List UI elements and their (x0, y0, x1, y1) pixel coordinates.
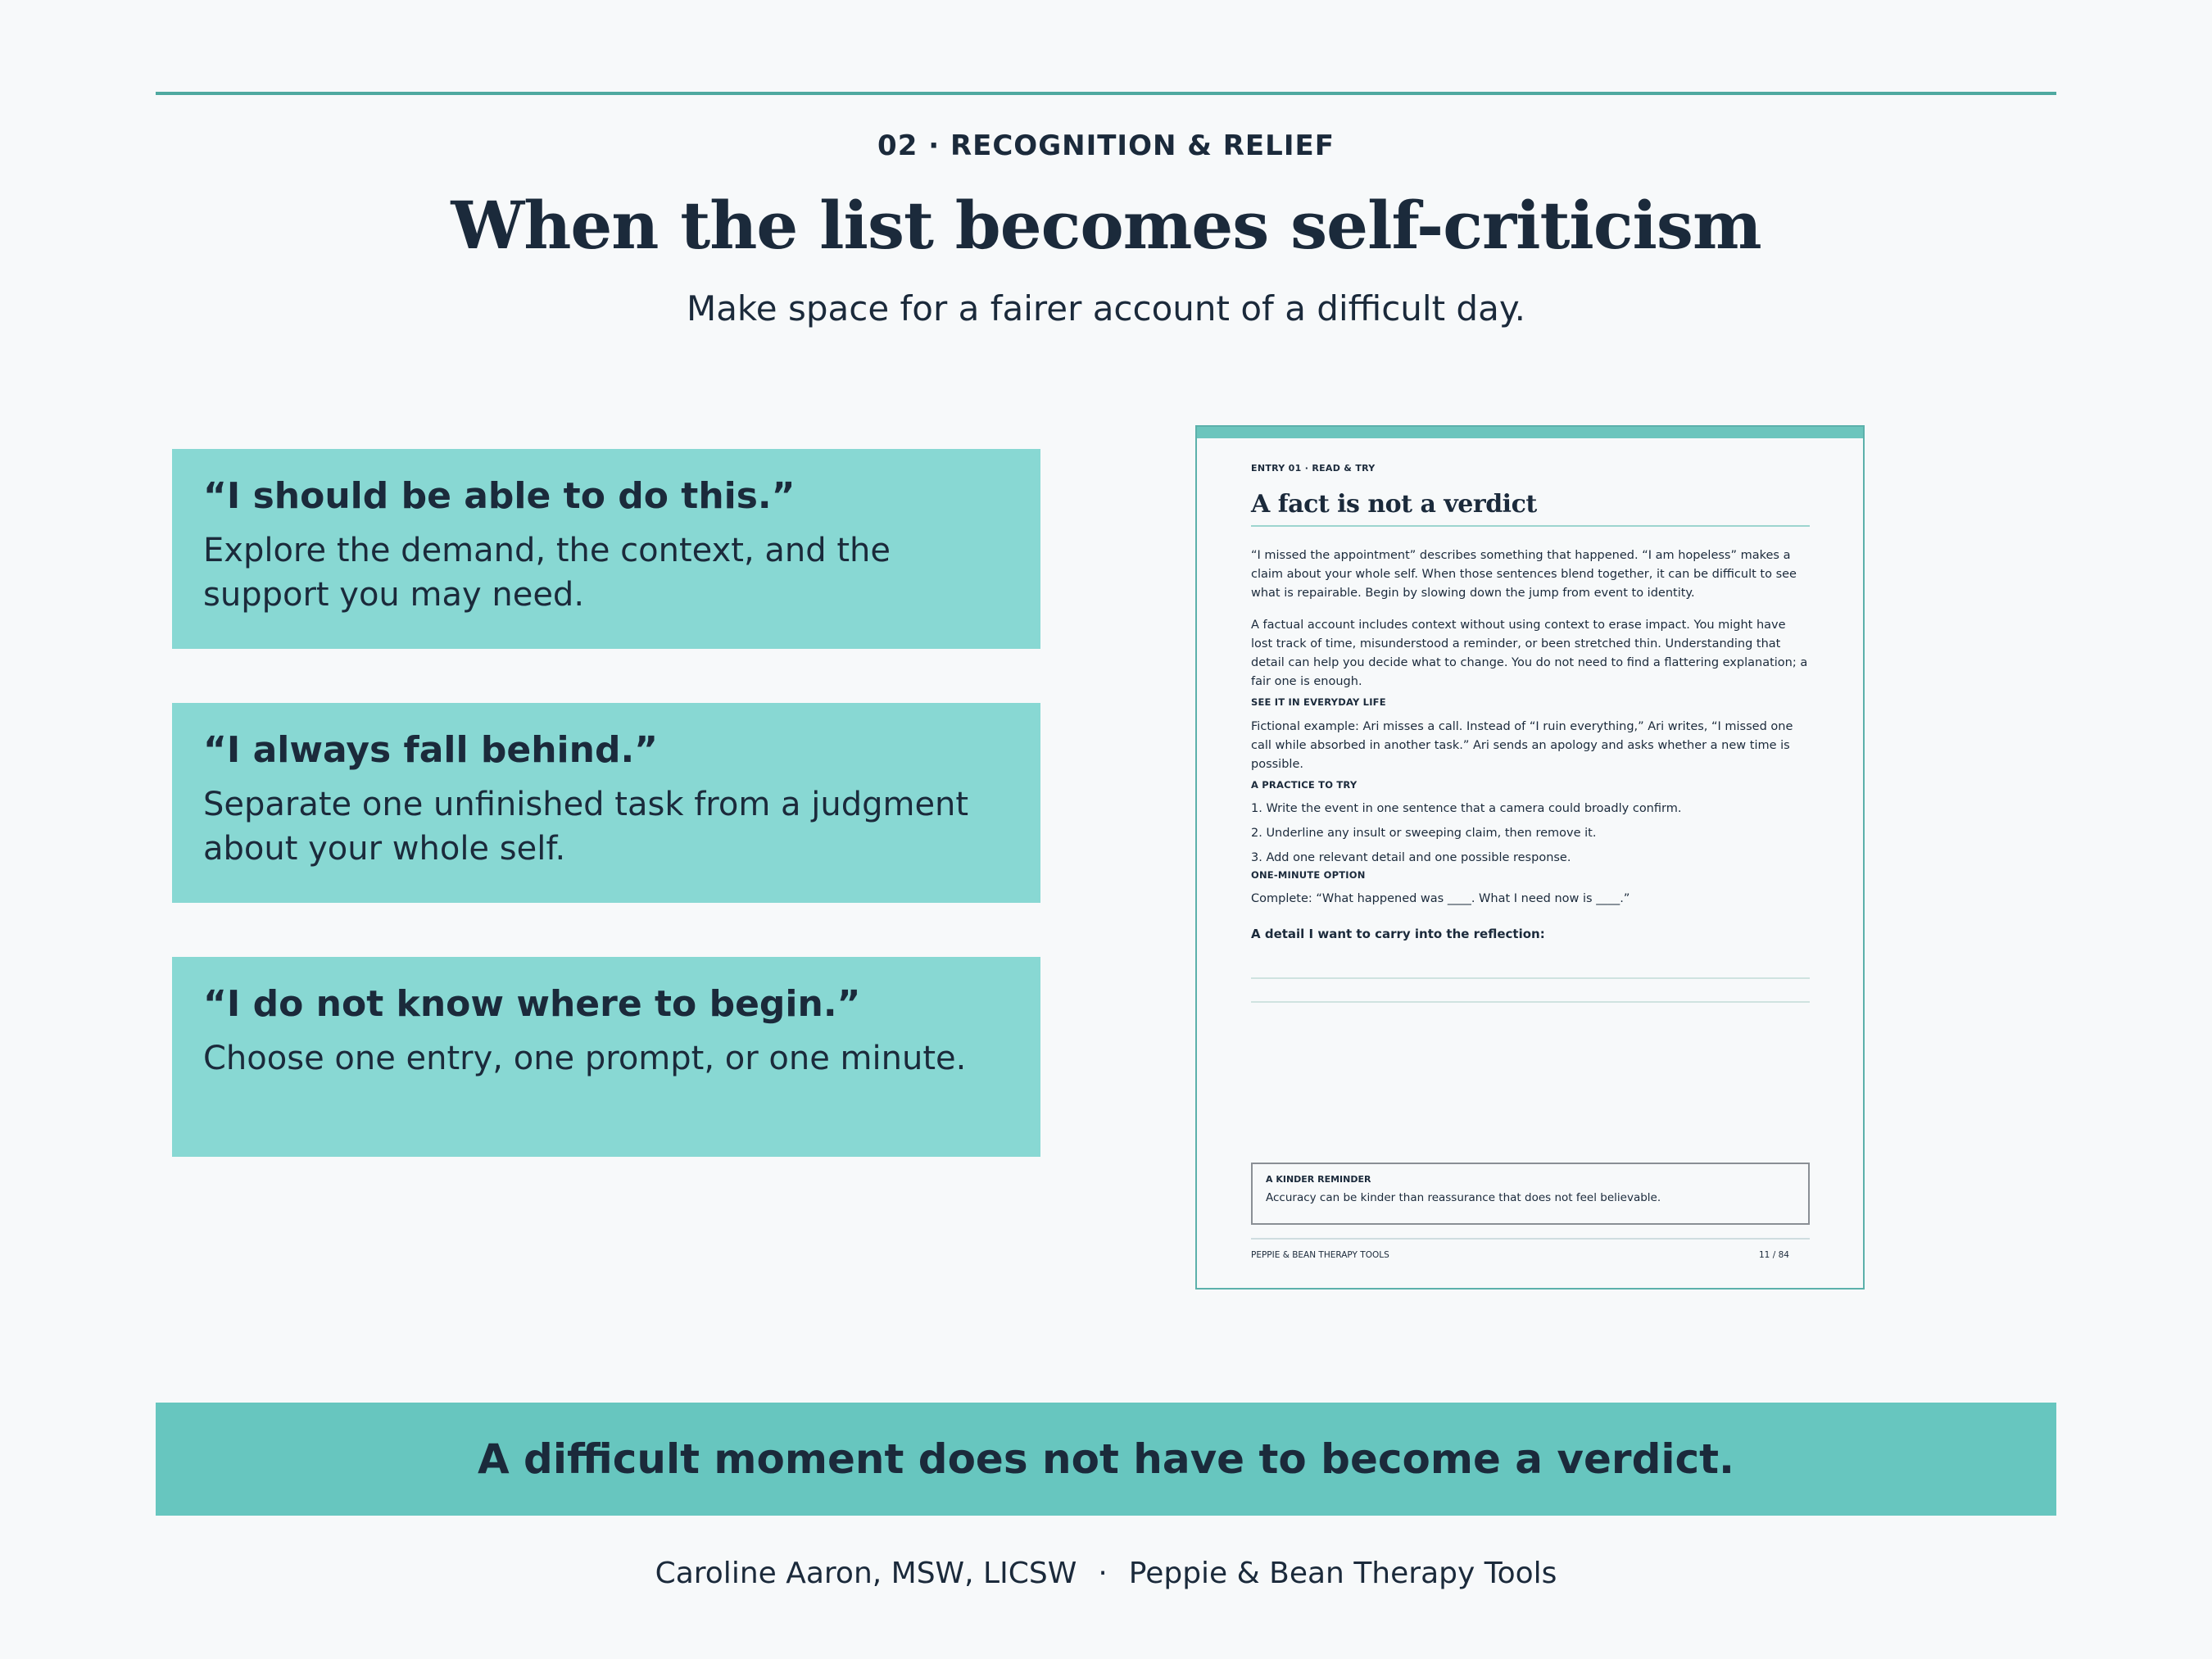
worksheet-reflection-label: A detail I want to carry into the reflection: (1251, 927, 1545, 941)
top-rule (156, 92, 2056, 95)
worksheet-heading-practice: A PRACTICE TO TRY (1251, 779, 1358, 791)
worksheet-example: Fictional example: Ari misses a call. Instead of “I ruin everything,” Ari writes, “I missed one call while absorbed in another task.” Ari sends an apology and asks whether a new time is possible. (1251, 720, 1793, 771)
worksheet-top-band (1197, 427, 1863, 438)
kinder-reminder-box (1251, 1163, 1810, 1225)
thought-card-1 (172, 449, 1040, 649)
worksheet-eyebrow: ENTRY 01 · READ & TRY (1251, 463, 1376, 474)
worksheet-body (1251, 463, 1810, 1003)
page-subtitle: Make space for a fairer account of a difficult day. (686, 288, 1526, 329)
banner-text: A difficult moment does not have to become a verdict. (477, 1435, 1735, 1483)
thought-card-3 (172, 957, 1040, 1157)
page-title: When the list becomes self-criticism (451, 187, 1761, 264)
writing-line (1251, 977, 1810, 979)
footer-author: Caroline Aaron, MSW, LICSW (655, 1557, 1077, 1590)
writing-line (1251, 1001, 1810, 1003)
worksheet-heading-minute: ONE-MINUTE OPTION (1251, 869, 1366, 881)
card-text: Separate one unfinished task from a judgment about your whole self. (203, 786, 969, 868)
card-text: Explore the demand, the context, and the support you may need. (203, 532, 891, 614)
page-footer (0, 1557, 2212, 1590)
worksheet-step-1: 1. Write the event in one sentence that a camera could broadly confirm. (1251, 802, 1682, 815)
card-text: Choose one entry, one prompt, or one minute. (203, 1040, 967, 1077)
takeaway-banner (156, 1403, 2056, 1516)
reminder-heading: A KINDER REMINDER (1266, 1174, 1371, 1185)
worksheet-preview (1195, 425, 1865, 1290)
worksheet-step-3: 3. Add one relevant detail and one possible response. (1251, 851, 1571, 864)
worksheet-paragraph-1: “I missed the appointment” describes something that happened. “I am hopeless” makes a claim about your whole self. When those sentences blend together, it can be difficult to see what is repairable. Begin by slowing down the jump from event to identity. (1251, 549, 1797, 600)
footer-org: Peppie & Bean Therapy Tools (1128, 1557, 1557, 1590)
worksheet-heading-everyday: SEE IT IN EVERYDAY LIFE (1251, 696, 1386, 708)
footer-separator: · (1098, 1557, 1108, 1590)
card-quote: “I should be able to do this.” (203, 475, 796, 517)
worksheet-title-rule (1251, 525, 1810, 527)
card-quote: “I always fall behind.” (203, 729, 659, 771)
reminder-text: Accuracy can be kinder than reassurance that does not feel believable. (1266, 1191, 1661, 1204)
worksheet-paragraph-2: A factual account includes context without using context to erase impact. You might have lost track of time, misunderstood a reminder, or been stretched thin. Understanding that detail can help you decide what to change. You do not need to find a flattering explanation; a fair one is enough. (1251, 619, 1808, 688)
worksheet-step-2: 2. Underline any insult or sweeping claim, then remove it. (1251, 827, 1597, 840)
section-eyebrow: 02 · RECOGNITION & RELIEF (877, 129, 1335, 162)
worksheet-footer-brand: PEPPIE & BEAN THERAPY TOOLS (1251, 1250, 1389, 1260)
worksheet-title: A fact is not a verdict (1251, 490, 1537, 519)
worksheet-footer-rule (1251, 1238, 1810, 1240)
thought-card-2 (172, 703, 1040, 903)
card-quote: “I do not know where to begin.” (203, 983, 861, 1025)
worksheet-minute-prompt: Complete: “What happened was ____. What I need now is ____.” (1251, 892, 1630, 905)
worksheet-page-number: 11 / 84 (1759, 1250, 1789, 1260)
